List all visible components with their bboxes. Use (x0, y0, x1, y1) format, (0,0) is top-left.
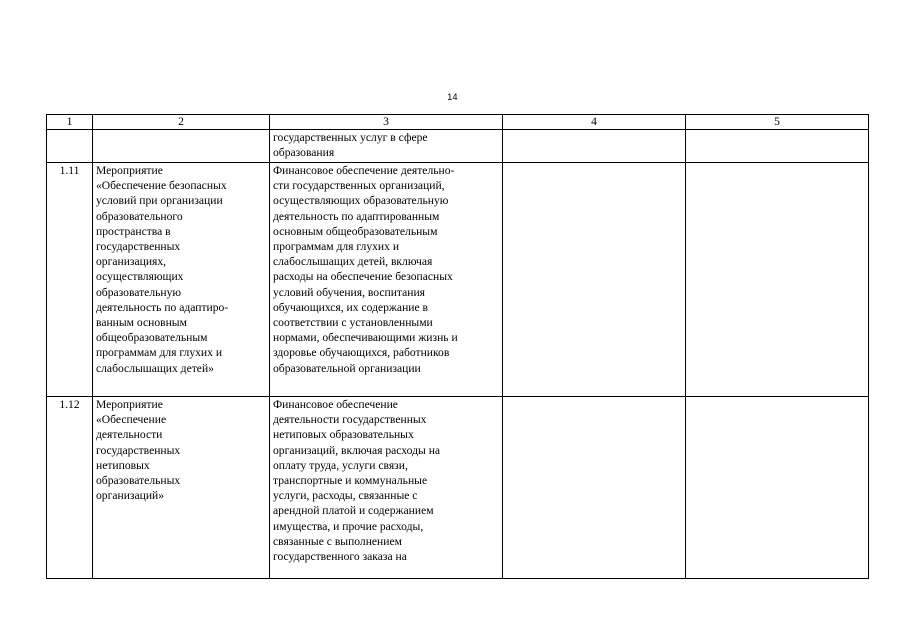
measure-name-cell: Мероприятие «Обеспечение безопасных условий при организации образовательного пространства в государственных организациях, осуществляющих образовательную деятельность по адаптиро- ванным основным общеобразовательным программам для глухих и слабослышащих детей» (93, 163, 270, 397)
header-col-2: 2 (93, 115, 270, 130)
row-number-cell (47, 130, 93, 163)
col5-cell (686, 130, 869, 163)
col4-cell (503, 130, 686, 163)
col4-cell (503, 163, 686, 397)
row-number-cell: 1.12 (47, 397, 93, 579)
header-col-3: 3 (270, 115, 503, 130)
col5-cell (686, 397, 869, 579)
col4-cell (503, 397, 686, 579)
row-number-cell: 1.11 (47, 163, 93, 397)
measure-description-cell: государственных услуг в сфере образования (270, 130, 503, 163)
header-col-4: 4 (503, 115, 686, 130)
table-row (47, 130, 869, 163)
measure-name-cell: Мероприятие «Обеспечение деятельности государственных нетиповых образовательных организаций» (93, 397, 270, 579)
measure-description-cell: Финансовое обеспечение деятельно- сти государственных организаций, осуществляющих образовательную деятельность по адаптированным основным общеобразовательным программам для глухих и слабослышащих детей, включая расходы на обеспечение безопасных условий обучения, воспитания обучающихся, их содержание в соответствии с установленными нормами, обеспечивающими жизнь и здоровье обучающихся, работников образовательной организации (270, 163, 503, 397)
measure-name-cell (93, 130, 270, 163)
measures-table (46, 114, 869, 579)
measure-description-cell: Финансовое обеспечение деятельности государственных нетиповых образовательных организаций, включая расходы на оплату труда, услуги связи, транспортные и коммунальные услуги, расходы, связанные с арендной платой и содержанием имущества, и прочие расходы, связанные с выполнением государственного заказа на (270, 397, 503, 579)
table-header-row (47, 115, 869, 130)
header-col-1: 1 (47, 115, 93, 130)
page-number: 14 (447, 92, 458, 102)
col5-cell (686, 163, 869, 397)
header-col-5: 5 (686, 115, 869, 130)
table-row (47, 163, 869, 397)
table-row (47, 397, 869, 579)
